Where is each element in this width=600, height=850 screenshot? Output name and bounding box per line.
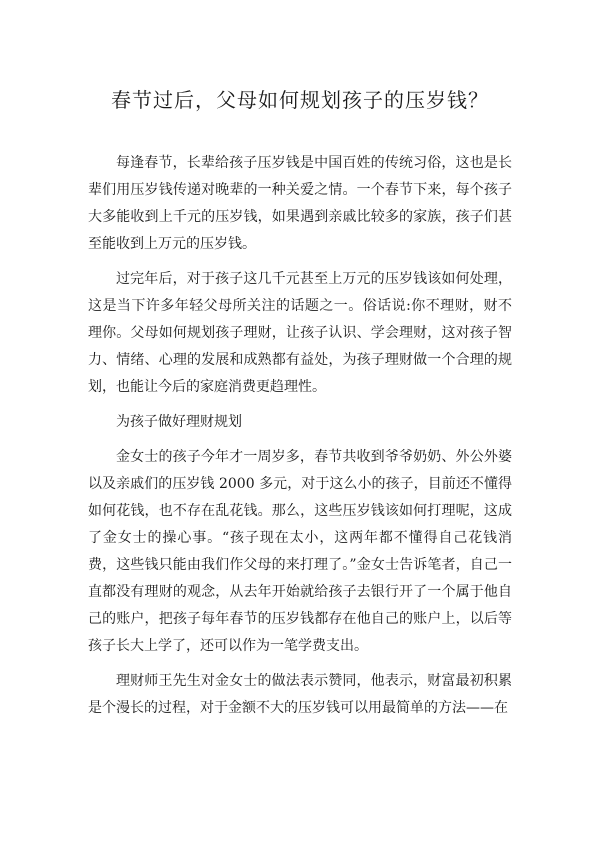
article-body bbox=[88, 150, 512, 722]
article-title: 春节过后，父母如何规划孩子的压岁钱？ bbox=[111, 88, 489, 112]
paragraph-intro: 每逢春节，长辈给孩子压岁钱是中国百姓的传统习俗，这也是长辈们用压岁钱传递对晚辈的一种关爱之情。一个春节下来，每个孩子大多能收到上千元的压岁钱，如果遇到亲戚比较多的家族，孩子们甚至能收到上万元的压岁钱。 bbox=[88, 155, 512, 252]
paragraph-advisor: 理财师王先生对金女士的做法表示赞同，他表示，财富最初积累是个漫长的过程，对于金额不大的压岁钱可以用最简单的方法——在 bbox=[88, 673, 512, 716]
paragraph-after-new-year: 过完年后，对于孩子这几千元甚至上万元的压岁钱该如何处理，这是当下许多年轻父母所关注的话题之一。俗话说:你不理财，财不理你。父母如何规划孩子理财，让孩子认识、学会理财，这对孩子智力、情绪、心理的发展和成熟都有益处，为孩子理财做一个合理的规划，也能让今后的家庭消费更趋理性。 bbox=[88, 271, 512, 395]
paragraph-ms-jin: 金女士的孩子今年才一周岁多，春节共收到爷爷奶奶、外公外婆以及亲戚们的压岁钱 2000 多元，对于这么小的孩子，目前还不懂得如何花钱，也不存在乱花钱。那么，这些压岁钱该如何打理呢，这成了金女士的操心事。“孩子现在太小，这两年都不懂得自己花钱消费，这些钱只能由我们作父母的来打理了。”金女士告诉笔者，自己一直都没有理财的观念，从去年开始就给孩子去银行开了一个属于他自己的账户，把孩子每年春节的压岁钱都存在他自己的账户上，以后等孩子长大上学了，还可以作为一笔学费支出。 bbox=[88, 449, 512, 654]
section-heading: 为孩子做好理财规划 bbox=[116, 414, 242, 430]
